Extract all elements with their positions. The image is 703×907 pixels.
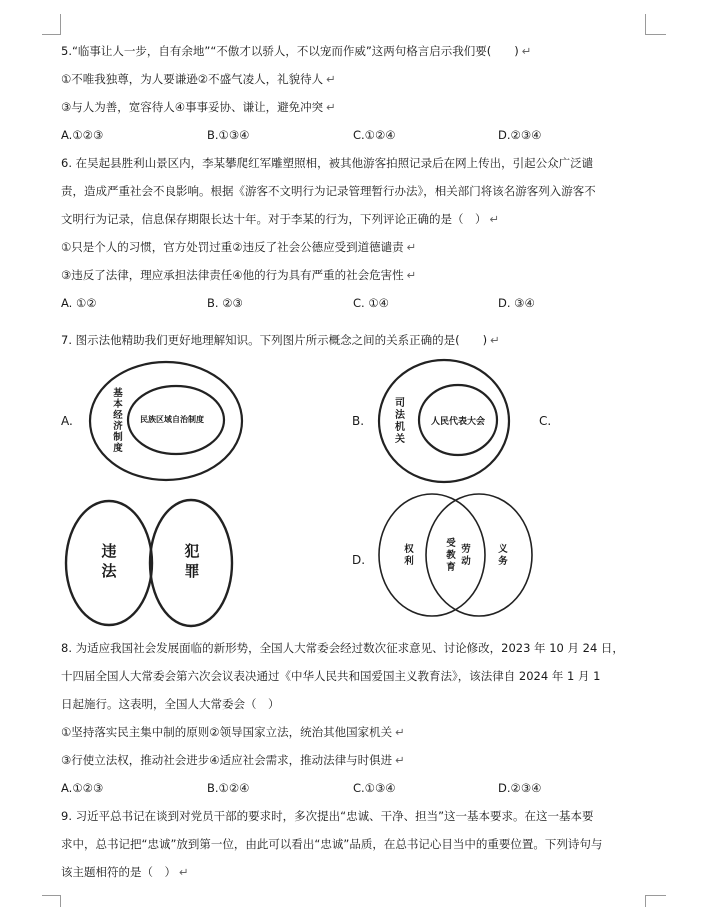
q5-choice-text: ③与人为善，宽容待人④事事妥协、谦让，避免冲突 xyxy=(61,100,324,114)
fig-d-middle-label-2 xyxy=(460,544,472,568)
fig-c-right-char: 罪 xyxy=(184,562,200,580)
q9-stem-text: 该主题相符的是（ ） xyxy=(61,865,176,879)
paragraph-mark: ↵ xyxy=(490,333,500,347)
q6-option-c[interactable]: C. ①④ xyxy=(353,296,389,310)
q6-option-d[interactable]: D. ③④ xyxy=(498,296,535,310)
fig-a-outer-char: 济 xyxy=(113,421,123,432)
fig-d-left-char: 利 xyxy=(404,556,414,567)
crop-mark-bottom-right xyxy=(645,895,666,907)
q5-option-b[interactable]: B.①③④ xyxy=(207,128,250,142)
paragraph-mark: ↵ xyxy=(521,44,532,58)
q6-choice-text: ①只是个人的习惯，官方处罚过重②违反了社会公德应受到道德谴责 xyxy=(61,240,404,254)
q8-option-d[interactable]: D.②③④ xyxy=(498,781,542,795)
fig-a-outer-char: 度 xyxy=(113,443,123,454)
q6-stem-line-2: 责，造成严重社会不良影响。根据《游客不文明行为记录管理暂行办法》，相关部门将该名游客列入游客不 xyxy=(61,184,596,198)
paragraph-mark: ↵ xyxy=(326,72,336,86)
q7-stem-text: 7. 图示法他精助我们更好地理解知识。下列图片所示概念之间的关系正确的是( ) xyxy=(61,333,488,347)
fig-a-inner-label: 民族区域自治制度 xyxy=(140,414,204,424)
fig-b-inner-label: 人民代表大会 xyxy=(431,417,486,427)
fig-d-middle-char: 育 xyxy=(446,562,456,573)
q9-stem-line-1: 9. 习近平总书记在谈到对党员干部的要求时，多次提出“忠诚、干净、担当”这一基本要求。在这一基本要 xyxy=(61,809,594,823)
paragraph-mark: ↵ xyxy=(406,268,417,282)
paragraph-mark: ↵ xyxy=(179,865,189,879)
fig-c-right-label xyxy=(183,541,201,581)
q8-choice-line-2 xyxy=(61,752,405,768)
fig-b-outer-char: 关 xyxy=(395,434,405,445)
q6-option-b[interactable]: B. ②③ xyxy=(207,296,243,310)
q8-option-a[interactable]: A.①②③ xyxy=(61,781,104,795)
q9-stem-line-2: 求中，总书记把“忠诚”放到第一位，由此可以看出“忠诚”品质，在总书记心目当中的重要位置。下列诗句与 xyxy=(61,837,603,851)
q8-stem-line-2: 十四届全国人大常委会第六次会议表决通过《中华人民共和国爱国主义教育法》，该法律自 2024 年 1 月 1 xyxy=(61,669,601,683)
paragraph-mark: ↵ xyxy=(395,753,405,767)
q7-option-d-label[interactable]: D. xyxy=(352,553,366,567)
fig-b-outer-label xyxy=(393,398,407,446)
crop-mark-bottom-left xyxy=(42,895,61,907)
paragraph-mark: ↵ xyxy=(489,212,500,226)
fig-d-middle-char: 教 xyxy=(446,550,456,561)
fig-c-left-label xyxy=(100,541,118,581)
fig-b-outer-char: 机 xyxy=(395,422,405,433)
q5-stem-text: 5.“临事让人一步，自有余地”“不傲才以骄人，不以宠而作威”这两句格言启示我们要( ) xyxy=(61,44,519,58)
q8-stem-line-3: 日起施行。这表明，全国人大常委会（ ） xyxy=(61,697,280,711)
q6-choice-line-2 xyxy=(61,267,417,283)
q6-choice-line-1 xyxy=(61,239,417,255)
paragraph-mark: ↵ xyxy=(395,725,405,739)
q8-option-c[interactable]: C.①③④ xyxy=(353,781,396,795)
q7-option-b-label[interactable]: B. xyxy=(352,414,365,428)
q6-choice-text: ③违反了法律，理应承担法律责任④他的行为具有严重的社会危害性 xyxy=(61,268,404,282)
crop-mark-top-right xyxy=(645,14,666,35)
fig-d-middle-label-1 xyxy=(445,538,457,574)
q8-choice-text: ①坚持落实民主集中制的原则②领导国家立法，统治其他国家机关 xyxy=(61,725,393,739)
fig-a-outer-char: 制 xyxy=(113,432,123,443)
fig-d-right-char: 务 xyxy=(498,556,508,567)
fig-a-outer-label xyxy=(111,388,125,454)
crop-mark-top-left xyxy=(42,14,61,35)
q8-option-b[interactable]: B.①②④ xyxy=(207,781,250,795)
q5-option-c[interactable]: C.①②④ xyxy=(353,128,396,142)
fig-d-right-ellipse xyxy=(426,494,532,616)
q6-stem-line-3 xyxy=(61,211,500,227)
q6-stem-text: 文明行为记录，信息保存期限长达十年。对于李某的行为，下列评论正确的是（ ） xyxy=(61,212,487,226)
fig-d-right-char: 义 xyxy=(498,544,508,555)
fig-a-outer-char: 本 xyxy=(113,399,123,410)
q7-option-c-label[interactable]: C. xyxy=(539,414,552,428)
fig-c-left-char: 法 xyxy=(101,562,117,580)
fig-d-middle-char: 劳 xyxy=(461,544,471,555)
fig-d-right-label xyxy=(497,544,509,568)
q5-option-d[interactable]: D.②③④ xyxy=(498,128,542,142)
fig-d-left-char: 权 xyxy=(404,544,414,555)
q5-choice-text: ①不唯我独尊，为人要谦逊②不盛气凌人，礼貌待人 xyxy=(61,72,324,86)
q7-option-a-label[interactable]: A. xyxy=(61,414,73,428)
fig-d-left-label xyxy=(403,544,415,568)
q9-stem-line-3 xyxy=(61,864,189,880)
q8-choice-text: ③行使立法权，推动社会进步④适应社会需求，推动法律与时俱进 xyxy=(61,753,393,767)
q5-option-a[interactable]: A.①②③ xyxy=(61,128,104,142)
fig-a-outer-char: 经 xyxy=(113,410,123,421)
q6-option-a[interactable]: A. ①② xyxy=(61,296,97,310)
fig-b-outer-char: 法 xyxy=(395,410,405,421)
q5-choice-line-2 xyxy=(61,99,336,115)
q6-stem-line-1: 6. 在吴起县胜利山景区内，李某攀爬红军雕塑照相，被其他游客拍照记录后在网上传出，引起公众广泛谴 xyxy=(61,156,594,170)
paragraph-mark: ↵ xyxy=(406,240,417,254)
fig-c-right-char: 犯 xyxy=(184,542,200,560)
fig-c-left-char: 违 xyxy=(101,542,117,560)
q5-choice-line-1 xyxy=(61,71,336,87)
q8-stem-line-1: 8. 为适应我国社会发展面临的新形势，全国人大常委会经过数次征求意见、讨论修改，2023 年 10 月 24 日， xyxy=(61,641,624,655)
fig-a-outer-char: 基 xyxy=(113,388,123,399)
q7-stem xyxy=(61,332,500,348)
q8-choice-line-1 xyxy=(61,724,405,740)
q5-stem xyxy=(61,43,532,59)
fig-b-outer-char: 司 xyxy=(395,398,405,409)
fig-d-middle-char: 动 xyxy=(461,556,471,567)
paragraph-mark: ↵ xyxy=(326,100,336,114)
fig-d-middle-char: 受 xyxy=(446,538,456,549)
